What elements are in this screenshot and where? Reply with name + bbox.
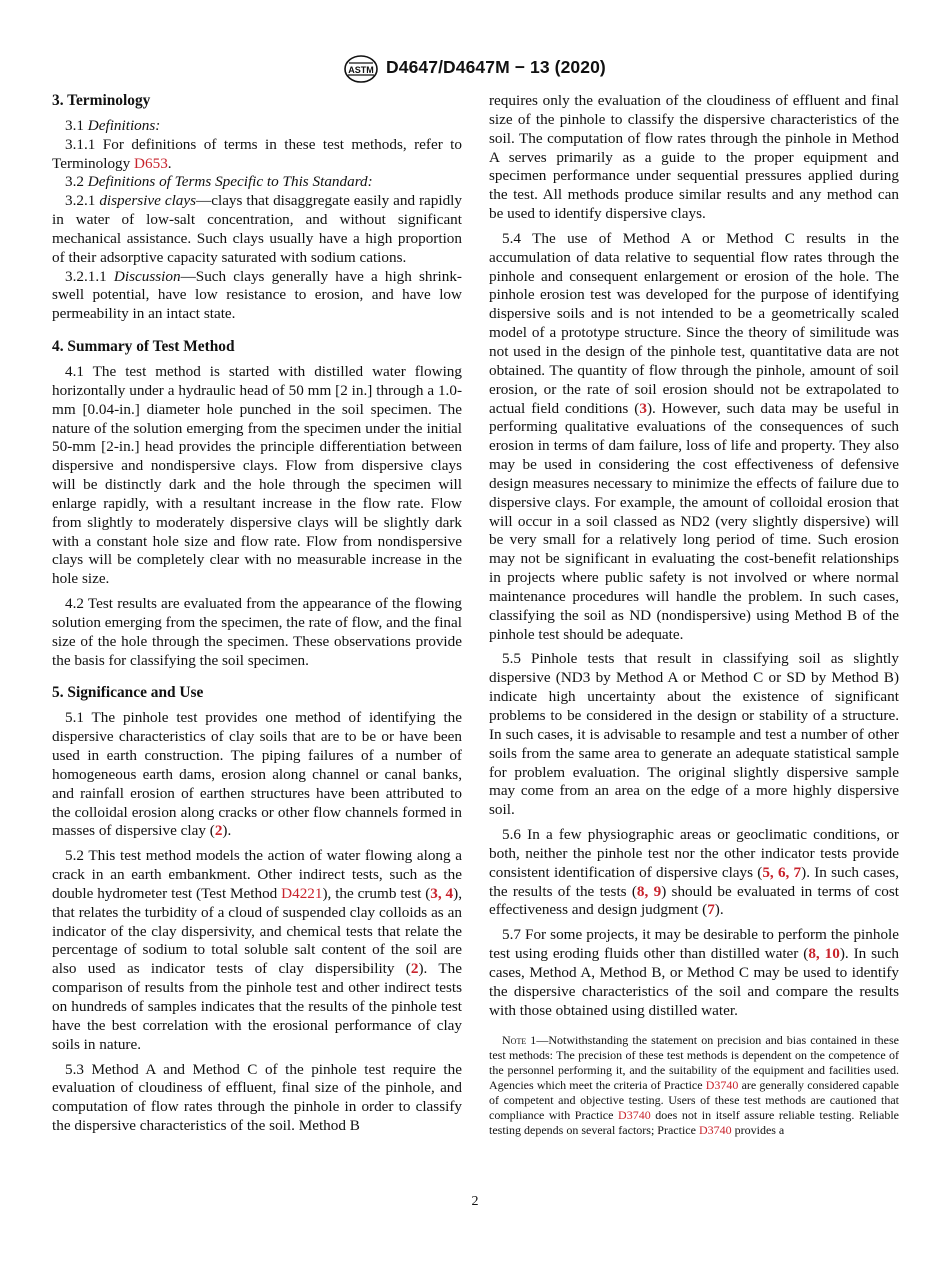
cite-link[interactable]: 8, 9 bbox=[636, 882, 662, 900]
astm-logo-text: ASTM bbox=[348, 65, 374, 75]
para-4-1: 4.1 The test method is started with distilled water flowing horizontally under a hydraulic head of 50 mm [2 in.] through a 1.0-mm [0.04-in.] diameter hole punched in the soil specimen. The nature of the solution emerging from the specimen under the initial 50-mm [2-in.] head provides the principle differentiation between dispersive and nondispersive clays. Flow from dispersive clays will be distinctly dark and the hole through the specimen will enlarge rapidly, with a resultant increase in the flow rate. Flow from slightly to moderately dispersive clays will be slightly dark with a constant hole size and flow rate. Flow from nondispersive clays will be completely clear with no measurable increase in the hole size. bbox=[52, 362, 462, 588]
cite-link[interactable]: 3, 4 bbox=[430, 884, 454, 902]
page-header bbox=[0, 52, 950, 86]
astm-logo bbox=[343, 54, 379, 84]
para-5-6: 5.6 In a few physiographic areas or geoclimatic conditions, or both, neither the pinhole test nor the other indicator tests provide consistent identification of dispersive clays (5, 6, 7). In such cases, the results of the tests (8, 9) should be evaluated in terms of cost effectiveness and design judgment (7). bbox=[489, 826, 900, 919]
page-number: 2 bbox=[471, 1194, 479, 1209]
note-label: Note 1 bbox=[502, 1032, 537, 1047]
para-3-2-1-1: 3.2.1.1 Discussion—Such clays generally have a high shrink-swell potential, have low resistance to erosion, and have low permeability in an intact state. bbox=[52, 267, 462, 323]
ref-d3740-link[interactable]: D3740 bbox=[698, 1123, 732, 1138]
cite-link[interactable]: 8, 10 bbox=[808, 945, 840, 963]
ref-d3740-link[interactable]: D3740 bbox=[705, 1077, 739, 1092]
right-column bbox=[489, 92, 899, 1139]
para-5-3: 5.3 Method A and Method C of the pinhole test require the evaluation of cloudiness of effluent, final size of the pinhole, and computation of flow rates through the pinhole in order to classify the dispersive characteristics of the soil. Method B bbox=[52, 1060, 462, 1135]
ref-d4221-link[interactable]: D4221 bbox=[281, 884, 323, 902]
document-designation: D4647/D4647M − 13 (2020) bbox=[386, 57, 606, 77]
left-column bbox=[52, 92, 462, 1136]
para-3-1: 3.1 Definitions: bbox=[65, 116, 161, 134]
section-5-heading: 5. Significance and Use bbox=[52, 684, 204, 702]
cite-link[interactable]: 2 bbox=[410, 960, 419, 978]
para-5-1: 5.1 The pinhole test provides one method of identifying the dispersive characteristics of clay soils that are to be or have been used in earth construction. The piping failures of a number of homogeneous earth dams, erosion along channel or canal banks, and rainfall erosion of earthen structures have been attributed to the colloidal erosion along cracks or other flow channels formed in masses of dispersive clay (2). bbox=[52, 709, 462, 840]
section-4-heading: 4. Summary of Test Method bbox=[52, 338, 235, 356]
note-1: Note 1—Notwithstanding the statement on precision and bias contained in these test methods: The precision of these test methods is dependent on the competence of the personnel performing it, and the suitability of the equipment and facilities used. Agencies which meet the criteria of Practice D3740 are generally considered capable of competent and objective testing. Users of these test methods are cautioned that compliance with Practice D3740 does not in itself assure reliable testing. Reliable testing depends on several factors; Practice D3740 provides a bbox=[489, 1032, 900, 1138]
para-5-7: 5.7 For some projects, it may be desirable to perform the pinhole test using eroding fluids other than distilled water (8, 10). In such cases, Method A, Method B, or Method C may be used to identify the dispersive characteristics of the soil and compare the results with those obtained using distilled water. bbox=[489, 926, 899, 1019]
cite-link[interactable]: 2 bbox=[214, 822, 223, 840]
section-3-heading: 3. Terminology bbox=[52, 92, 151, 109]
ref-d653-link[interactable]: D653 bbox=[134, 154, 168, 172]
para-5-3-continued: requires only the evaluation of the cloudiness of effluent and final size of the pinhole to classify the dispersive characteristics of the soil. The computation of flow rates through the pinhole in Method A serves primarily as a guide to the proper equipment and specimen performance under sequential pressures applied during the test. All methods produce similar results and any method can be used to identify dispersive clays. bbox=[489, 92, 899, 223]
para-5-4: 5.4 The use of Method A or Method C results in the accumulation of data relative to sequential flow rates through the pinhole and consequent enlargement or erosion of the hole. The pinhole erosion test was developed for the purpose of identifying dispersive soils and is not intended to be a geometrically scaled model of a prototype structure. Since the theory of similitude was not used in the design of the pinhole test, quantitative data are not obtained. The quantity of flow through the pinhole, amount of soil erosion, or the rate of soil erosion should not be extrapolated to actual field conditions (3). However, such data may be useful in performing qualitative evaluations of the consequences of such erosion in terms of dam failure, loss of life and property. They also may be used in considering the cost effectiveness of defensive design measures necessary to minimize the effects of failure due to dispersive clays. For example, the amount of colloidal erosion that will occur in a soil classed as ND2 (very slightly dispersive) will be very small for a relatively long period of time. Such erosion may not be significant in evaluating the cost-benefit relationships in projects where public safety is not involved or where normal maintenance procedures will handle the problem. In such cases, classifying the soil as ND (nondispersive) using Method B of the pinhole test should be adequate. bbox=[489, 229, 899, 643]
para-3-1-1: 3.1.1 For definitions of terms in these test methods, refer to Terminology D653. bbox=[52, 135, 462, 172]
para-3-2-1: 3.2.1 dispersive clays—clays that disaggregate easily and rapidly in water of low-salt concentration, and without significant mechanical assistance. Such clays usually have a high proportion of their adsorptive capacity saturated with sodium cations. bbox=[52, 192, 462, 266]
cite-link[interactable]: 3 bbox=[639, 399, 647, 417]
para-4-2: 4.2 Test results are evaluated from the appearance of the flowing solution emerging from the specimen, the rate of flow, and the final size of the hole through the specimen. These observations provide the basis for classifying the soil specimen. bbox=[52, 595, 462, 669]
cite-link[interactable]: 5, 6, 7 bbox=[762, 863, 802, 881]
para-3-2: 3.2 Definitions of Terms Specific to This Standard: bbox=[65, 173, 373, 191]
ref-d3740-link[interactable]: D3740 bbox=[618, 1108, 651, 1123]
para-5-2: 5.2 This test method models the action of water flowing along a crack in an earth embankment. Other indirect tests, such as the double hydrometer test (Test Method D4221), the crumb test (3, 4), that relates the turbidity of a cloud of suspended clay colloids as an indicator of the clay dispersivity, and chemical tests that relate the percentage of sodium to total soluble salt content of the soil are also used as indicator tests of clay dispersibility (2). The comparison of results from the pinhole test and other indirect tests on hundreds of samples indicates that the results of the pinhole test have the best correlation with the erosional performance of clay soils in nature. bbox=[52, 847, 463, 1053]
para-5-5: 5.5 Pinhole tests that result in classifying soil as slightly dispersive (ND3 by Method A or Method C or SD by Method B) indicate high uncertainty about the existence of significant problems to be considered in the design or stability of a structure. In such cases, it is advisable to resample and test a number of other soils from the same area to generate an adequate statistical sample for problem evaluation. The original slightly dispersive sample may come from an area on the edge of a more highly dispersive soil. bbox=[489, 650, 899, 819]
cite-link[interactable]: 7 bbox=[707, 901, 715, 919]
